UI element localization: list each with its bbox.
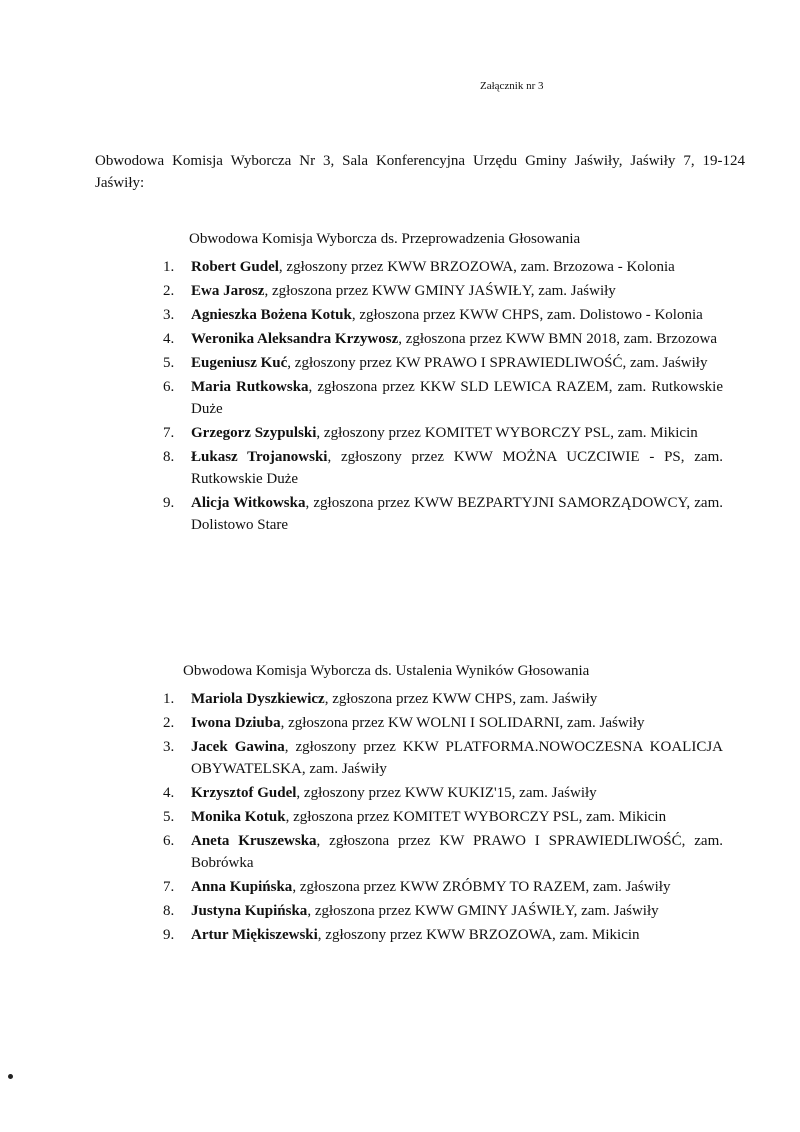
member-entry bbox=[191, 782, 723, 804]
list-item bbox=[163, 736, 723, 780]
list-item-number: 6. bbox=[163, 379, 175, 395]
member-name: Grzegorz Szypulski bbox=[191, 425, 317, 441]
list-item bbox=[163, 376, 723, 420]
member-details: , zgłoszona przez KOMITET WYBORCZY PSL, zam. Mikicin bbox=[285, 809, 667, 825]
list-item bbox=[163, 280, 723, 302]
list-item bbox=[163, 256, 723, 278]
member-entry bbox=[191, 376, 723, 420]
list-item bbox=[163, 446, 723, 490]
list-item bbox=[163, 900, 723, 922]
member-details: , zgłoszona przez KWW CHPS, zam. Jaświły bbox=[324, 691, 598, 707]
member-entry bbox=[191, 830, 723, 874]
list-item-number: 5. bbox=[163, 809, 175, 825]
list-item bbox=[163, 304, 723, 326]
member-name: Krzysztof Gudel bbox=[191, 785, 297, 801]
member-name: Justyna Kupińska bbox=[191, 903, 308, 919]
member-name: Maria Rutkowska bbox=[191, 379, 309, 395]
list-item-number: 9. bbox=[163, 495, 175, 511]
member-name: Mariola Dyszkiewicz bbox=[191, 691, 325, 707]
list-item bbox=[163, 422, 723, 444]
list-item bbox=[163, 492, 723, 536]
member-entry bbox=[191, 900, 723, 922]
member-name: Ewa Jarosz bbox=[191, 283, 265, 299]
list-item-number: 2. bbox=[163, 715, 175, 731]
list-item-number: 4. bbox=[163, 785, 175, 801]
member-details: , zgłoszony przez KKW PLATFORMA.NOWOCZESNA KOALICJA OBYWATELSKA, zam. Jaświły bbox=[191, 739, 723, 777]
member-details: , zgłoszona przez KWW BMN 2018, zam. Brzozowa bbox=[398, 331, 718, 347]
list-item-number: 6. bbox=[163, 833, 175, 849]
member-entry bbox=[191, 280, 723, 302]
list-item bbox=[163, 782, 723, 804]
member-name: Łukasz Trojanowski bbox=[191, 449, 328, 465]
section-results-commission bbox=[163, 660, 723, 948]
member-entry bbox=[191, 352, 723, 374]
member-entry bbox=[191, 876, 723, 898]
list-item-number: 7. bbox=[163, 879, 175, 895]
list-item bbox=[163, 830, 723, 874]
list-item-number: 5. bbox=[163, 355, 175, 371]
member-list bbox=[163, 688, 723, 946]
list-item-number: 7. bbox=[163, 425, 175, 441]
list-item bbox=[163, 328, 723, 350]
member-entry bbox=[191, 446, 723, 490]
member-name: Eugeniusz Kuć bbox=[191, 355, 288, 371]
member-details: , zgłoszona przez KWW GMINY JAŚWIŁY, zam. Jaświły bbox=[307, 903, 659, 919]
scan-speck bbox=[8, 1074, 13, 1079]
member-name: Artur Miękiszewski bbox=[191, 927, 318, 943]
member-entry bbox=[191, 256, 723, 278]
member-name: Aneta Kruszewska bbox=[191, 833, 317, 849]
list-item-number: 8. bbox=[163, 449, 175, 465]
member-name: Anna Kupińska bbox=[191, 879, 293, 895]
commission-location: Obwodowa Komisja Wyborcza Nr 3, Sala Konferencyjna Urzędu Gminy Jaświły, Jaświły 7, 19-124 Jaświły: bbox=[95, 153, 745, 191]
member-details: , zgłoszona przez KKW SLD LEWICA RAZEM, zam. Rutkowskie Duże bbox=[191, 379, 723, 417]
member-name: Robert Gudel bbox=[191, 259, 279, 275]
section-title: Obwodowa Komisja Wyborcza ds. Ustalenia Wyników Głosowania bbox=[183, 663, 590, 679]
member-details: , zgłoszony przez KWW BRZOZOWA, zam. Mikicin bbox=[317, 927, 640, 943]
list-item-number: 2. bbox=[163, 283, 175, 299]
member-details: , zgłoszony przez KWW MOŻNA UCZCIWIE - PS, zam. Rutkowskie Duże bbox=[191, 449, 723, 487]
member-name: Agnieszka Bożena Kotuk bbox=[191, 307, 352, 323]
section-voting-commission bbox=[163, 228, 723, 538]
list-item bbox=[163, 924, 723, 946]
annex-label: Załącznik nr 3 bbox=[480, 80, 544, 92]
list-item-number: 1. bbox=[163, 691, 175, 707]
member-details: , zgłoszona przez KW PRAWO I SPRAWIEDLIWOŚĆ, zam. Bobrówka bbox=[191, 833, 723, 871]
member-entry bbox=[191, 712, 723, 734]
list-item-number: 3. bbox=[163, 739, 175, 755]
list-item bbox=[163, 806, 723, 828]
member-name: Alicja Witkowska bbox=[191, 495, 306, 511]
member-entry bbox=[191, 422, 723, 444]
member-name: Iwona Dziuba bbox=[191, 715, 281, 731]
list-item-number: 9. bbox=[163, 927, 175, 943]
member-list bbox=[163, 256, 723, 536]
member-entry bbox=[191, 688, 723, 710]
member-details: , zgłoszony przez KOMITET WYBORCZY PSL, zam. Mikicin bbox=[316, 425, 698, 441]
member-details: , zgłoszona przez KWW BEZPARTYJNI SAMORZĄDOWCY, zam. Dolistowo Stare bbox=[191, 495, 723, 533]
member-details: , zgłoszony przez KW PRAWO I SPRAWIEDLIWOŚĆ, zam. Jaświły bbox=[287, 355, 708, 371]
member-entry bbox=[191, 328, 723, 350]
member-details: , zgłoszona przez KWW GMINY JAŚWIŁY, zam. Jaświły bbox=[264, 283, 616, 299]
member-details: , zgłoszona przez KW WOLNI I SOLIDARNI, zam. Jaświły bbox=[280, 715, 645, 731]
list-item bbox=[163, 352, 723, 374]
member-details: , zgłoszony przez KWW BRZOZOWA, zam. Brzozowa - Kolonia bbox=[278, 259, 675, 275]
list-item bbox=[163, 688, 723, 710]
list-item bbox=[163, 876, 723, 898]
member-details: , zgłoszona przez KWW ZRÓBMY TO RAZEM, zam. Jaświły bbox=[292, 879, 671, 895]
member-details: , zgłoszony przez KWW KUKIZ'15, zam. Jaświły bbox=[296, 785, 597, 801]
member-name: Jacek Gawina bbox=[191, 739, 285, 755]
list-item-number: 1. bbox=[163, 259, 175, 275]
member-entry bbox=[191, 492, 723, 536]
list-item bbox=[163, 712, 723, 734]
member-entry bbox=[191, 924, 723, 946]
member-name: Monika Kotuk bbox=[191, 809, 286, 825]
member-entry bbox=[191, 304, 723, 326]
member-entry bbox=[191, 736, 723, 780]
list-item-number: 3. bbox=[163, 307, 175, 323]
list-item-number: 4. bbox=[163, 331, 175, 347]
member-details: , zgłoszona przez KWW CHPS, zam. Dolistowo - Kolonia bbox=[351, 307, 703, 323]
section-title: Obwodowa Komisja Wyborcza ds. Przeprowadzenia Głosowania bbox=[189, 231, 581, 247]
member-entry bbox=[191, 806, 723, 828]
list-item-number: 8. bbox=[163, 903, 175, 919]
member-name: Weronika Aleksandra Krzywosz bbox=[191, 331, 399, 347]
